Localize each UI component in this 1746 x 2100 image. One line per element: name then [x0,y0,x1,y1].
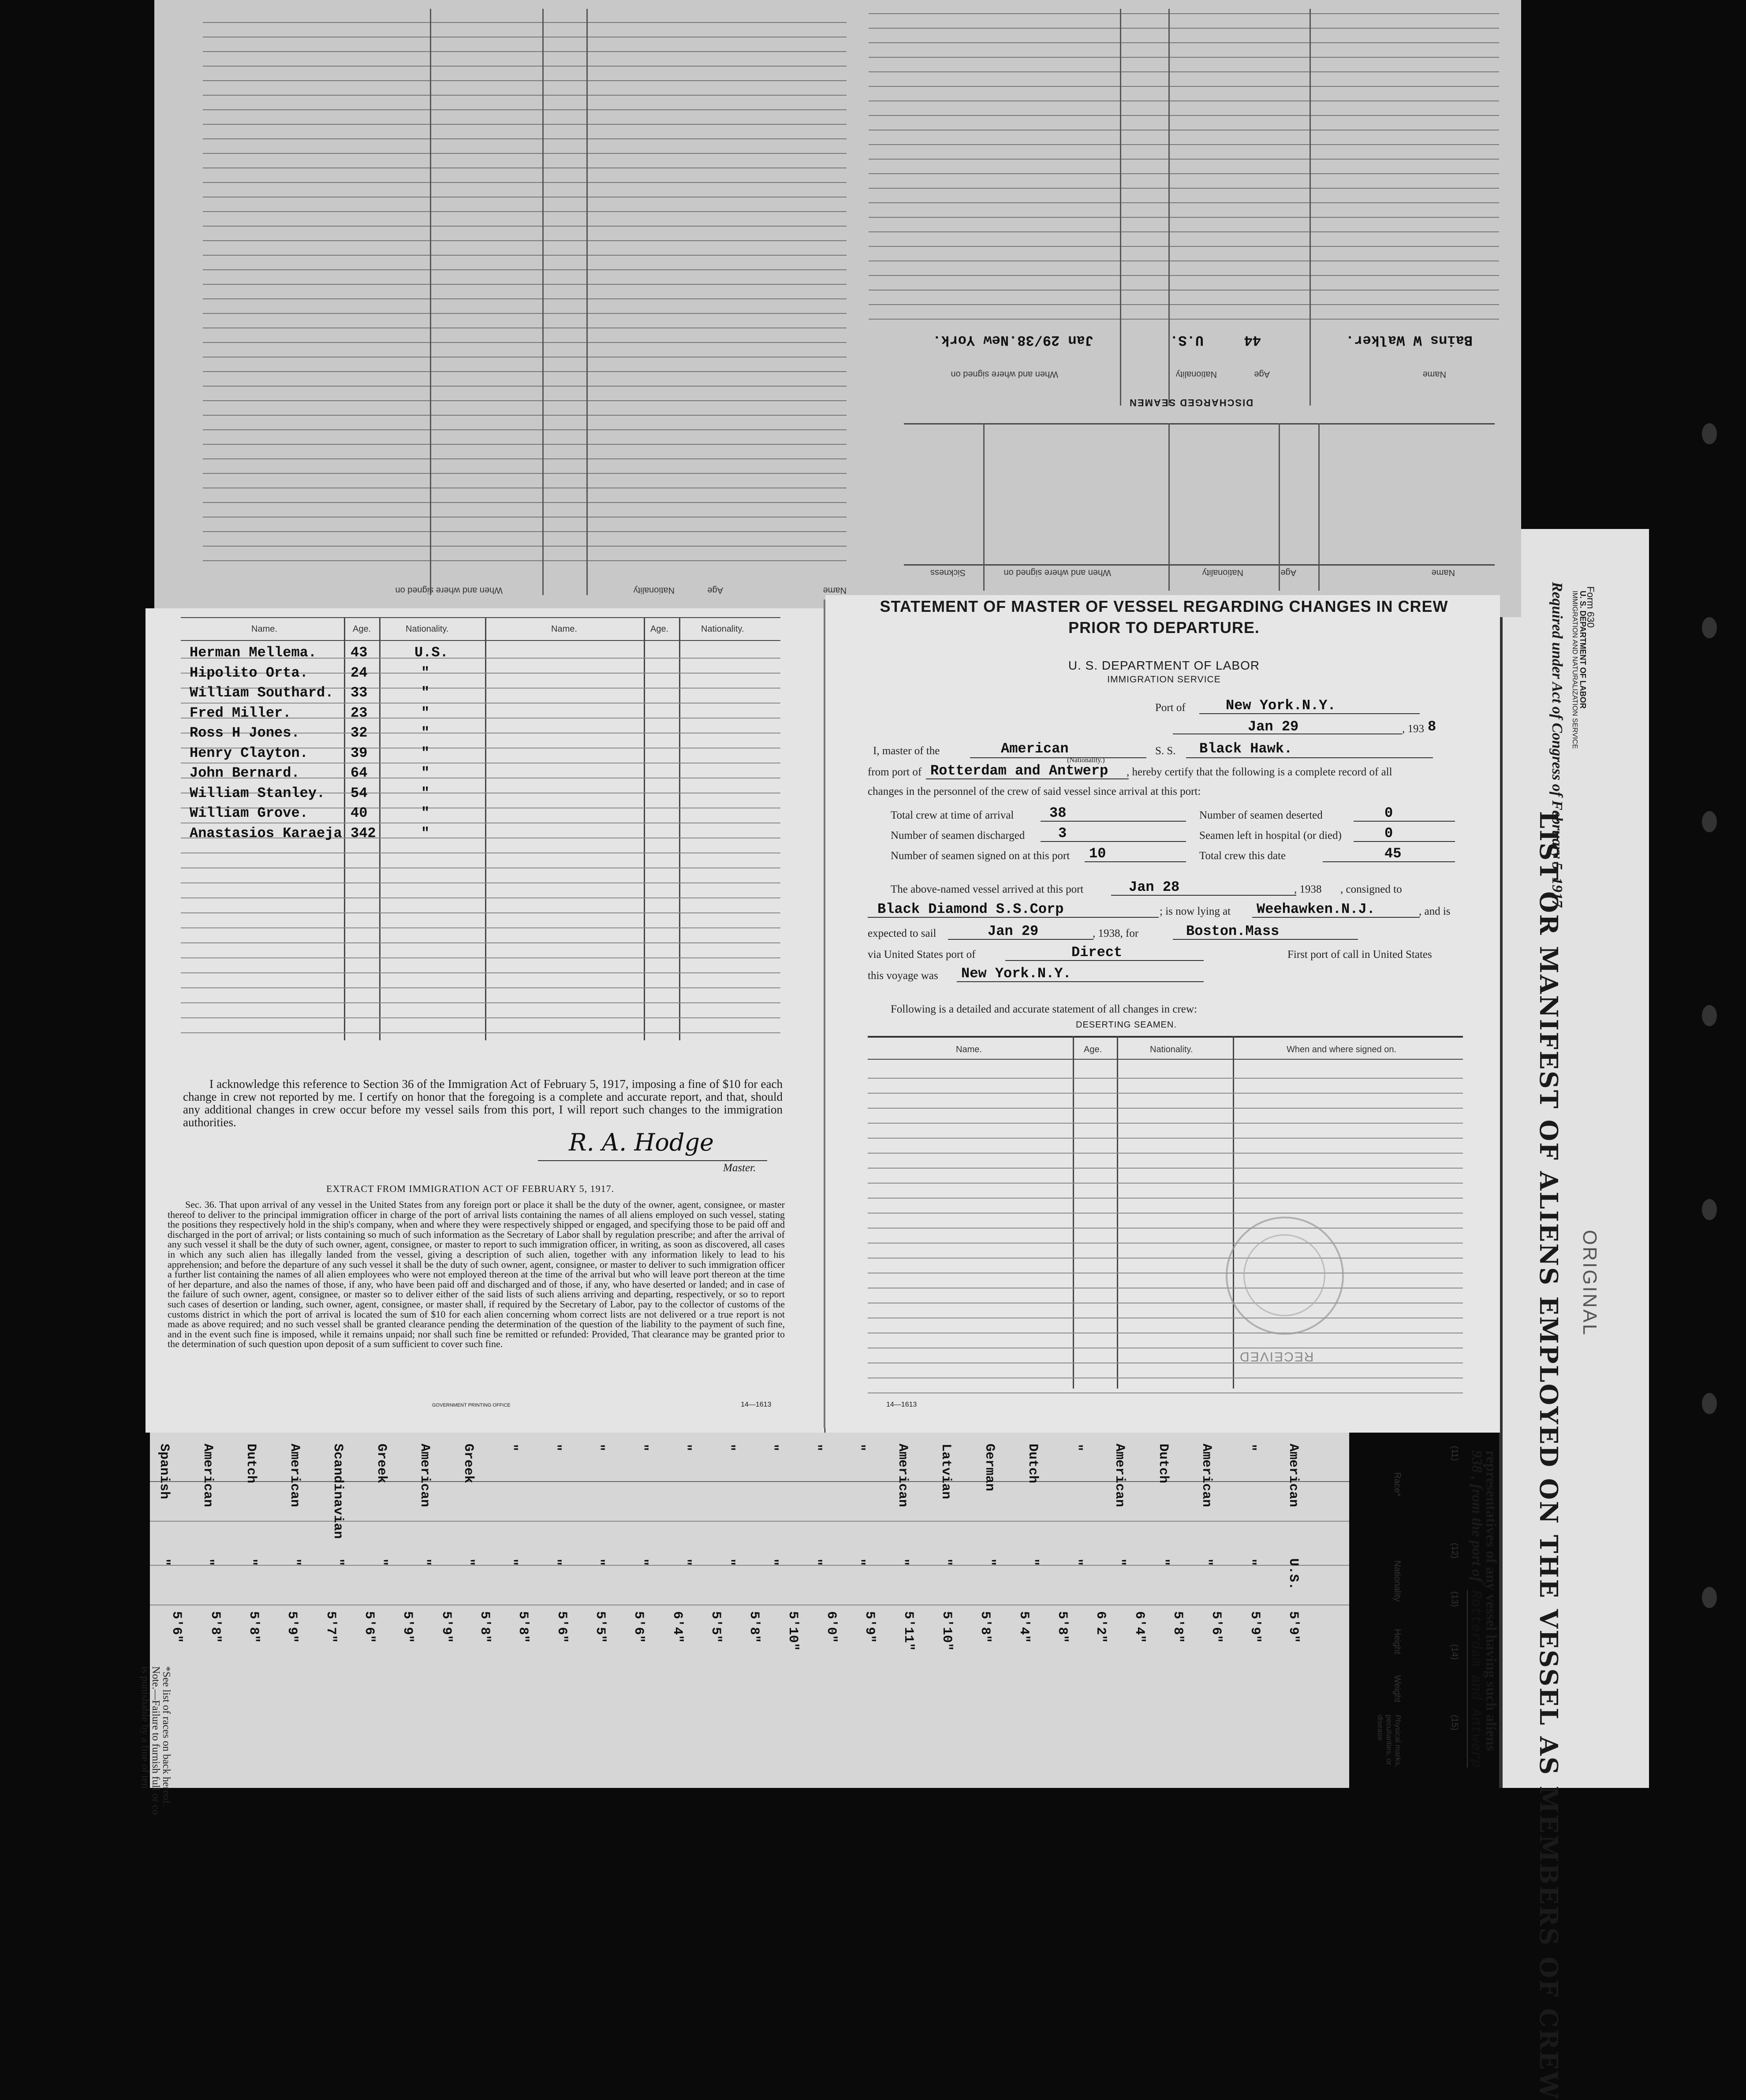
table-rule [181,912,780,913]
desert-col-age: Age. [1084,1045,1102,1054]
footnote-failure: Note.—Failure to furnish full or co [150,1666,161,1815]
crew-name: Anastasios Karaeja [190,825,342,841]
table-rule [181,1032,780,1033]
arrived-label: The above-named vessel arrived at this port [891,883,1084,895]
date-value: Jan 29 [1248,719,1299,735]
binder-holes [1693,0,1746,1788]
sheet-column-rule [430,9,431,595]
race-entry: Dutch [243,1444,258,1484]
nationality-entry: " [808,1558,823,1567]
height-entry: 5'9" [1247,1611,1262,1643]
sheet-rule [904,423,1495,424]
arrived-year: , 1938 [1294,883,1322,895]
sheet-rule [869,71,1499,72]
crew-age: 64 [351,765,368,781]
race-entry: Dutch [1025,1444,1040,1484]
race-entry: " [634,1444,649,1452]
race-entry: Scandinavian [330,1444,345,1539]
race-entry: " [721,1444,736,1452]
table-rule [181,703,780,704]
sheet-rule [869,231,1499,232]
nationality-entry: " [1155,1558,1171,1567]
sheet-rule [203,502,847,503]
height-entry: 5'10" [785,1611,800,1651]
table-rule [868,1213,1463,1214]
expected-label: expected to sail [868,927,936,939]
sheet-column-rule [1168,423,1170,591]
nationality-entry: " [460,1558,476,1567]
race-entry: American [1286,1444,1301,1508]
crew-nationality: " [421,725,430,741]
master-signature: R. A. Hodge [569,1128,714,1156]
sheet-rule [869,275,1499,276]
height-entry: 5'8" [477,1611,492,1643]
table-rule [868,1228,1463,1229]
table-rule [868,1123,1463,1124]
nationality-entry: " [200,1558,215,1567]
crew-name: William Grove. [190,805,308,821]
form-number: Form 630 [1585,586,1596,628]
stat-deserted-label: Number of seamen deserted [1199,809,1323,821]
nationality-entry: " [721,1558,736,1567]
sheet-rule [869,144,1499,145]
sheet-rule [203,313,847,314]
lying-label: ; is now lying at [1160,905,1231,917]
table-row [181,685,489,702]
sheet-rule [203,211,847,212]
nationality-entry: " [981,1558,997,1567]
height-entry: 5'6" [631,1611,646,1643]
sheet-rule [203,284,847,285]
sheet-rule [203,400,847,401]
stat-deserted-value: 0 [1384,805,1393,821]
table-rule [181,897,780,898]
crew-age: 54 [351,785,368,801]
sheet-rule [203,138,847,139]
race-entry: Dutch [1155,1444,1171,1484]
crew-nationality: " [421,825,430,841]
form-bureau: IMMIGRATION AND NATURALIZATION SERVICE [1571,591,1578,749]
left-crew-table [181,617,780,1058]
crew-name: Fred Miller. [190,704,291,721]
height-entry: 5'8" [1055,1611,1070,1643]
lying-value: Weehawken.N.J. [1257,901,1375,917]
race-entry: " [851,1444,866,1452]
table-rule [868,1198,1463,1199]
height-entry: 5'9" [438,1611,454,1643]
table-row [181,725,489,742]
height-entry: 5'8" [746,1611,762,1643]
sheet-column-rule [586,9,588,595]
sheet-rule [203,429,847,430]
table-rule [181,957,780,958]
table-rule [181,882,780,883]
sheet-rule [203,458,847,459]
race-entry: Greek [373,1444,389,1484]
stat-total-arrival-label: Total crew at time of arrival [891,809,1014,821]
table-row [181,825,489,843]
bottom-crew-sheet [150,1433,1349,1788]
sheet-rule [203,80,847,81]
sheet-rule [203,517,847,518]
crew-age: 33 [351,685,368,701]
crew-name: Ross H Jones. [190,725,300,741]
height-entry: 5'5" [708,1611,723,1643]
certify-text-2: changes in the personnel of the crew of said vessel since arrival at this port: [868,786,1201,797]
race-entry: American [200,1444,215,1508]
height-entry: 5'8" [1170,1611,1185,1643]
statement-title: STATEMENT OF MASTER OF VESSEL REGARDING CHANGES IN CREW PRIOR TO DEPARTURE. [880,597,1448,637]
table-row [181,705,489,722]
printer-line: GOVERNMENT PRINTING OFFICE [432,1403,511,1408]
height-entry: 5'7" [323,1611,338,1643]
table-rule [868,1078,1463,1079]
extract-title: EXTRACT FROM IMMIGRATION ACT OF FEBRUARY 5, 1917. [326,1183,615,1194]
crew-name: John Bernard. [190,765,300,781]
nationality-entry: " [1025,1558,1040,1567]
race-entry: American [895,1444,910,1508]
race-entry: " [591,1444,606,1452]
footnote-fine: is punishable by a fine of ten [139,1666,151,1789]
table-rule [181,927,780,928]
sheet-rule [203,95,847,96]
received-text: RECEIVED [1239,1349,1314,1364]
crew-age: 40 [351,805,368,821]
sheet-rule [203,560,847,561]
table-rule [181,987,780,988]
race-entry: American [287,1444,302,1508]
stat-total-date-value: 45 [1384,845,1402,862]
sheet-rule [869,115,1499,116]
sheet-rule [869,28,1499,29]
height-entry: 5'6" [362,1611,377,1643]
sheet-rule [869,188,1499,189]
stat-discharged-label: Number of seamen discharged [891,830,1025,841]
expected-value: Jan 29 [988,923,1039,939]
height-entry: 5'6" [554,1611,569,1643]
height-entry: 5'9" [1286,1611,1301,1643]
right-form-code: 14—1613 [886,1401,917,1408]
stat-discharged-value: 3 [1058,825,1067,841]
manifest-title: LIST OR MANIFEST OF ALIENS EMPLOYED ON THE VESSEL AS MEMBERS OF CREW [1534,811,1563,2100]
immigration-service: IMMIGRATION SERVICE [1107,674,1221,685]
expected-year: , 1938, for [1093,927,1139,939]
sheet-rule [869,246,1499,247]
consignee-value: Black Diamond S.S.Corp [877,901,1064,917]
table-rule [868,1183,1463,1184]
height-entry: 5'8" [207,1611,223,1643]
ss-label: S. S. [1155,745,1176,757]
sheet-rule [203,66,847,67]
voyage-label: this voyage was [868,970,938,982]
stat-signed-on-label: Number of seamen signed on at this port [891,850,1070,862]
race-entry: " [504,1444,519,1452]
nationality-entry: " [591,1558,606,1567]
deserting-table [868,1036,1463,1393]
sheet-rule [203,531,847,532]
nationality-entry: " [938,1558,953,1567]
height-entry: 5'4" [1016,1611,1031,1643]
height-entry: 6'0" [824,1611,839,1643]
original-stamp: ORIGINAL [1579,1230,1600,1337]
discharged-row: Bains W Walker. 44 U.S. Jan 29/38.New York. [933,332,1473,348]
nationality-entry: " [851,1558,866,1567]
top-sheet-headers-right: Name Age Nationality When and where signed on Sickness [930,568,1455,577]
master-label: Master. [723,1162,756,1174]
stat-hospital-value: 0 [1384,825,1393,841]
nationality-caption: (Nationality.) [1067,756,1105,764]
nationality-entry: " [157,1558,172,1567]
desert-col-signed: When and where signed on. [1287,1045,1397,1054]
following-text: Following is a detailed and accurate statement of all changes in crew: [891,1003,1197,1015]
race-entry: German [981,1444,997,1492]
year-value: 8 [1428,719,1436,735]
race-entry: " [808,1444,823,1452]
height-entry: 5'8" [977,1611,993,1643]
desert-col-name: Name. [956,1045,982,1054]
sheet-rule [904,564,1495,566]
crew-name: Henry Clayton. [190,745,308,761]
signature-line [538,1160,767,1161]
certify-text: , hereby certify that the following is a complete record of all [1127,766,1392,778]
nationality-entry: " [504,1558,519,1567]
crew-name: William Stanley. [190,785,325,801]
nationality-entry: " [1068,1558,1084,1567]
sheet-rule [203,109,847,110]
race-entry: American [417,1444,432,1508]
nationality-entry: " [287,1558,302,1567]
port-value: Rotterdam and Antwerp [1468,1590,1484,1768]
height-entry: 5'9" [862,1611,877,1643]
table-rule [181,942,780,943]
nationality-entry: " [1199,1558,1214,1567]
sheet-rule [869,202,1499,203]
port-line: 938 , from the port of Rotterdam and Antwerp [1468,1450,1485,1768]
nationality-entry: " [243,1558,258,1567]
crew-nationality: " [421,704,430,721]
nationality-entry: " [417,1558,432,1567]
voyage-value: New York.N.Y. [961,965,1071,982]
race-entry: Spanish [157,1444,172,1500]
height-entry: 5'10" [939,1611,954,1651]
race-entry: American [1199,1444,1214,1508]
sheet-rule [203,240,847,241]
nationality-entry: " [765,1558,780,1567]
table-row [181,765,489,782]
race-entry: " [765,1444,780,1452]
sheet-rule [203,269,847,270]
sheet-rule [203,22,847,23]
col-name-header-2: Name. [551,624,577,634]
table-rule [181,972,780,973]
height-entry: 5'9" [400,1611,415,1643]
height-entry: 6'2" [1093,1611,1108,1643]
col-name-header: Name. [251,624,277,634]
year-prefix: , 193 [1402,723,1424,735]
sheet-column-rule [1279,423,1280,591]
port-label: Port of [1155,702,1186,714]
nationality-entry: U.S. [1286,1558,1301,1590]
table-rule [868,1168,1463,1169]
nationality-entry: " [1242,1558,1257,1567]
via-value: Direct [1071,944,1123,961]
table-row [181,745,489,763]
crew-age: 342 [351,825,376,841]
master-of-label: I, master of the [873,745,940,757]
top-sheet-rules [185,9,838,595]
table-rule [181,1002,780,1003]
from-port-label: from port of [868,766,922,778]
table-rule [868,1108,1463,1109]
sheet-column-rule [983,423,985,591]
nationality-entry: " [373,1558,389,1567]
sheet-rule [203,371,847,372]
col-nationality-header-2: Nationality. [701,624,744,634]
table-rule [868,1243,1463,1244]
destination-value: Boston.Mass [1186,923,1280,939]
stat-total-date-label: Total crew this date [1199,850,1286,862]
table-row [181,665,489,682]
sheet-column-rule [1318,423,1320,591]
nationality-entry: " [678,1558,693,1567]
via-label: via United States port of [868,949,976,961]
table-rule [868,1138,1463,1139]
nationality-entry: " [1112,1558,1127,1567]
sheet-rule [203,226,847,227]
race-entry: American [1112,1444,1127,1508]
height-entry: 5'6" [169,1611,184,1643]
discharged-headers: Name Age Nationality When and where signed on [951,369,1446,379]
crew-nationality: " [421,785,430,801]
race-entry: Latvian [938,1444,953,1500]
sheet-rule [203,386,847,387]
sheet-rule [203,473,847,474]
strip-column-headers: (11) (12) (13) (14) (15) Race* Nationality Height Weight Physical marks, peculiarities, or disease [1340,1428,1481,1788]
nationality-entry: " [634,1558,649,1567]
sheet-rule [869,319,1499,320]
nationality-entry: " [547,1558,563,1567]
crew-nationality: " [421,664,430,681]
sheet-rule [869,159,1499,160]
sheet-column-rule [542,9,544,595]
height-entry: 5'9" [284,1611,300,1643]
height-entry: 5'8" [515,1611,531,1643]
ship-name: Black Hawk. [1199,741,1293,757]
col-nationality-header: Nationality. [406,624,449,634]
sheet-rule [203,255,847,256]
arrived-value: Jan 28 [1129,879,1180,895]
nationality-value: American [1001,741,1069,757]
race-entry: Greek [460,1444,476,1484]
height-entry: 6'4" [1131,1611,1147,1643]
footnote-races: *See list of races on back hereof. [160,1666,172,1806]
crew-age: 24 [351,664,368,681]
crew-name: Hipolito Orta. [190,664,308,681]
table-rule [181,1017,780,1018]
sheet-rule [203,51,847,52]
crew-name: William Southard. [190,685,334,701]
height-entry: 5'8" [246,1611,261,1643]
desert-col-nationality: Nationality. [1150,1045,1193,1054]
table-rule [868,1153,1463,1154]
sheet-rule [869,57,1499,58]
nationality-entry: " [895,1558,910,1567]
acknowledgement-text: I acknowledge this reference to Section 36 of the Immigration Act of February 5, 1917, imposing a fine of $10 for each change in crew not reported by me. I certify on honor that the foregoing is a complete and accurate report, and that, should any additional changes in crew occur before my vessel sails from this port, I will report such changes to the immigration authorities. [183,1077,783,1129]
crew-age: 43 [351,644,368,661]
crew-nationality: " [421,745,430,761]
extract-text: Sec. 36. That upon arrival of any vessel in the United States from any foreign port or place it shall be the duty of the owner, agent, consignee, or master thereof to deliver to the principal immigration officer in charge of the port of arrival lists containing the names of all aliens employed on such vessel, stating the positions they respectively hold in the ship's company, when and where they were respectively shipped or engaged, and specifying those to be paid off and discharged in the port of arrival; or lists containing so much of such information as the Secretary of Labor shall by regulation prescribe; and after the arrival of any such vessel it shall be the duty of such owner, agent, consignee, or master to report to such immigration officer, in writing, as soon as discovered, all cases in which any such alien has illegally landed from the vessel, giving a description of such alien, together with any information likely to lead to his apprehension; and before the departure of any such vessel it shall be the duty of such owner, agent, consignee, or master to deliver to such immigration officer a further list containing the names of all alien employees who were not employed thereon at the time of the arrival but who will leave port thereon at the time of her departure, and also the names of those, if any, who have been paid off and discharged and of those, if any, who have deserted or landed; and in case of the failure of such owner, agent, consignee, or master so to deliver either of the said lists of such aliens arriving and departing, respectively, or so to report such cases of desertion or landing, such owner, agent, consignee, or master shall, if required by the Secretary of Labor, pay to the collector of customs of the customs district in which the port of arrival is located the sum of $10 for each alien concerning whom correct lists are not delivered or a true report is not made as above required; and no such vessel shall be granted clearance pending the determination of the question of the liability to the payment of such fine, and in the event such fine is imposed, while it remains unpaid; nor shall such fine be remitted or refunded: Provided, That clearance may be granted prior to the determination of such question upon deposit of a sum sufficient to cover such fine. [168,1199,785,1350]
sheet-rule [203,153,847,154]
discharged-title: DISCHARGED SEAMEN [1129,397,1254,408]
stat-total-arrival-value: 38 [1049,805,1067,821]
crew-age: 32 [351,725,368,741]
crew-nationality: U.S. [414,644,448,661]
crew-nationality: " [421,765,430,781]
height-entry: 6'4" [669,1611,685,1643]
sheet-rule [203,182,847,183]
port-value: New York.N.Y. [1226,697,1336,714]
stat-hospital-label: Seamen left in hospital (or died) [1199,830,1342,841]
sheet-rule [203,546,847,547]
height-entry: 5'11" [900,1611,916,1651]
sheet-rule [203,415,847,416]
sheet-rule [203,342,847,343]
height-entry: 5'5" [593,1611,608,1643]
col-age-header: Age. [353,624,371,634]
crew-age: 23 [351,704,368,721]
sheet-rule [869,217,1499,218]
table-row [181,805,489,823]
sheet-rule [203,298,847,299]
stat-signed-on-value: 10 [1089,845,1106,862]
top-sheet-headers: Name Age Nationality When and where signed on [395,585,847,595]
crew-age: 39 [351,745,368,761]
sheet-rule [869,86,1499,87]
race-entry: " [1068,1444,1084,1452]
consigned-label: , consigned to [1340,883,1402,895]
crew-nationality: " [421,805,430,821]
sheet-rule [869,13,1499,14]
height-entry: 5'6" [1209,1611,1224,1643]
required-under-act: Required under Act of Congress of February 5, 1917 [1549,582,1565,908]
crew-nationality: " [421,685,430,701]
race-entry: " [547,1444,563,1452]
nationality-entry: " [330,1558,345,1567]
dept-of-labor: U. S. DEPARTMENT OF LABOR [1068,659,1260,672]
left-form-code: 14—1613 [741,1401,772,1408]
and-is-label: , and is [1419,905,1451,917]
crew-name: Herman Mellema. [190,644,317,661]
from-port-value: Rotterdam and Antwerp [930,763,1108,779]
form-department: U. S. DEPARTMENT OF LABOR [1578,591,1587,709]
table-row [181,644,489,662]
sheet-rule [203,444,847,445]
sheet-rule [869,173,1499,174]
first-port-label: First port of call in United States [1287,949,1432,961]
table-row [181,785,489,803]
deserting-title: DESERTING SEAMEN. [1076,1020,1177,1030]
race-entry: " [678,1444,693,1452]
sheet-rule [869,42,1499,43]
race-entry: " [1242,1444,1257,1452]
sheet-rule [869,304,1499,305]
col-age-header-2: Age. [650,624,669,634]
table-rule [868,1093,1463,1094]
table-rule [868,1258,1463,1259]
manifest-note: representatives of any vessel having such aliens [1483,1450,1499,1751]
sheet-rule [203,124,847,125]
